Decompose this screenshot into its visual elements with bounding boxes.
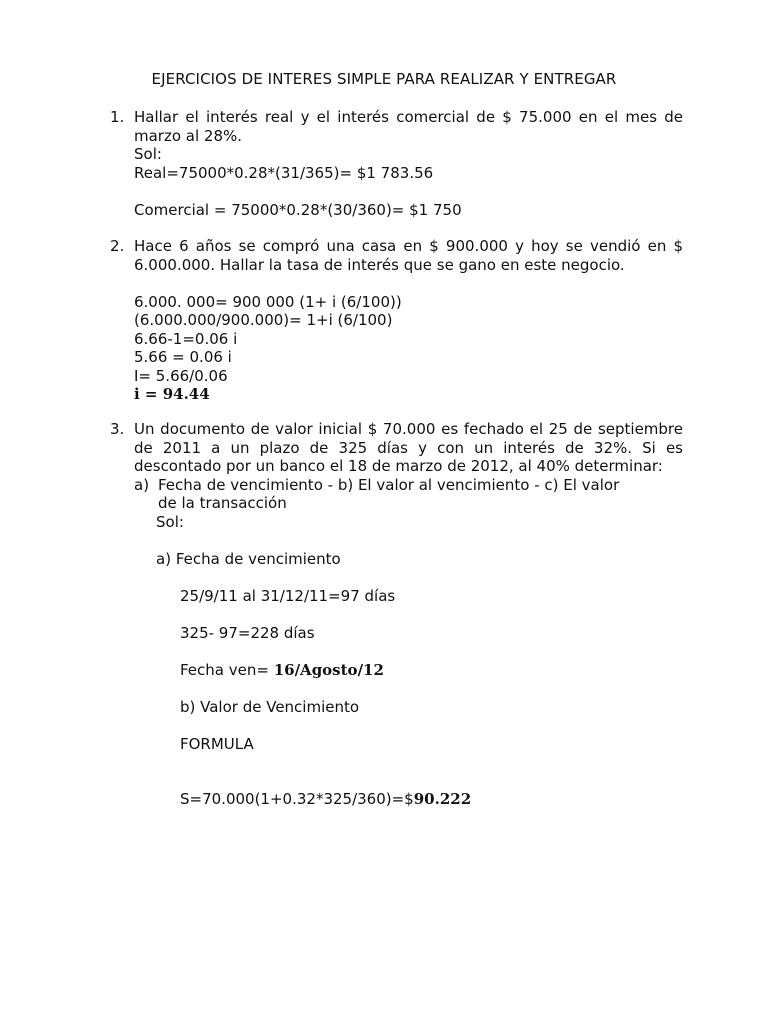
document-title: EJERCICIOS DE INTERES SIMPLE PARA REALIZAR Y ENTREGAR xyxy=(151,70,617,88)
exercise-3 xyxy=(110,420,683,809)
exercise-1 xyxy=(110,108,683,219)
commercial-interest-line: Comercial = 75000*0.28*(30/360)= $1 750 xyxy=(134,200,462,219)
formula-text: S=70.000(1+0.32*325/360)=$ xyxy=(180,790,414,808)
formula-line xyxy=(134,790,683,809)
parts-list xyxy=(134,476,683,513)
exercise-number: 3. xyxy=(110,420,125,438)
solution-label: Sol: xyxy=(134,145,162,163)
part-a-text: Fecha de vencimiento xyxy=(175,549,341,568)
solution-label: Sol: xyxy=(156,512,184,531)
part-a-step-1: 25/9/11 al 31/12/11=97 días xyxy=(180,586,396,605)
real-interest-line: Real=75000*0.28*(31/365)= $1 783.56 xyxy=(134,163,434,182)
part-a-label: a) xyxy=(156,549,172,568)
calc-line: 5.66 = 0.06 i xyxy=(134,348,232,366)
calc-line: 6.000. 000= 900 000 (1+ i (6/100)) xyxy=(134,292,402,311)
exercise-statement: Un documento de valor inicial $ 70.000 es fechado el 25 de septiembre de 2011 a un plazo de 325 días y con un interés de 32%. Si es descontado por un banco el 18 de marzo de 2012, al 40% determinar: xyxy=(134,420,683,475)
exercise-statement: Hace 6 años se compró una casa en $ 900.000 y hoy se vendió en $ 6.000.000. Hallar la tasa de interés que se gano en este negocio. xyxy=(134,237,683,274)
formula-result: 90.222 xyxy=(413,790,472,808)
exercise-2 xyxy=(110,237,683,404)
exercise-number: 1. xyxy=(110,108,125,126)
calc-line: 6.66-1=0.06 i xyxy=(134,329,238,348)
parts-line: de la transacción xyxy=(158,494,287,512)
exercise-statement: Hallar el interés real y el interés comercial de $ 75.000 en el mes de marzo al 28%. xyxy=(134,108,683,145)
part-b-title: b) Valor de Vencimiento xyxy=(180,697,360,716)
part-a-step-2: 325- 97=228 días xyxy=(180,623,315,642)
parts-label: a) xyxy=(134,475,150,494)
calc-line: I= 5.66/0.06 xyxy=(134,366,228,385)
rate-result: i = 94.44 xyxy=(134,385,210,403)
calc-line: (6.000.000/900.000)= 1+i (6/100) xyxy=(134,311,393,329)
part-a-title xyxy=(134,550,683,569)
result-prefix: Fecha ven= xyxy=(180,660,274,679)
result-value: 16/Agosto/12 xyxy=(273,660,384,679)
parts-line: Fecha de vencimiento - b) El valor al vencimiento - c) El valor xyxy=(158,475,620,494)
formula-label: FORMULA xyxy=(180,734,254,753)
exercise-number: 2. xyxy=(110,237,125,255)
part-a-result xyxy=(134,661,683,680)
